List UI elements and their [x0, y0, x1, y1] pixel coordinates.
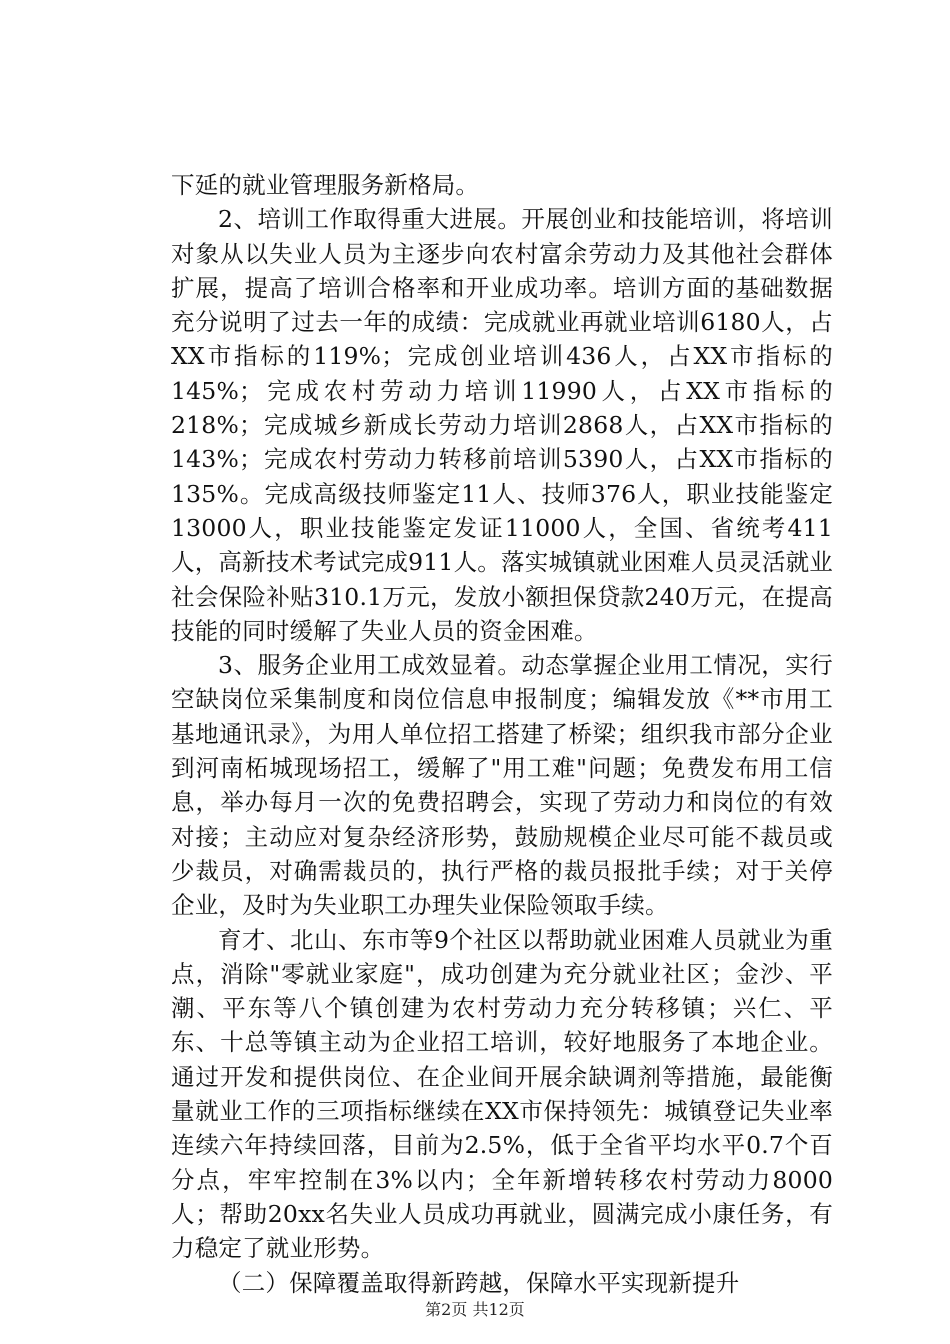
- document-body: [171, 168, 833, 1300]
- section-heading: （二）保障覆盖取得新跨越，保障水平实现新提升: [218, 1268, 740, 1297]
- paragraph-2: 2、培训工作取得重大进展。开展创业和技能培训，将培训对象从以失业人员为主逐步向农村富余劳动力及其他社会群体扩展，提高了培训合格率和开业成功率。培训方面的基础数据充分说明了过去一年的成绩：完成就业再就业培训6180人，占XX市指标的119%；完成创业培训436人，占XX市指标的145%；完成农村劳动力培训11990人，占XX市指标的218%；完成城乡新成长劳动力培训2868人，占XX市指标的143%；完成农村劳动力转移前培训5390人，占XX市指标的135%。完成高级技师鉴定11人、技师376人，职业技能鉴定13000人，职业技能鉴定发证11000人，全国、省统考411人，高新技术考试完成911人。落实城镇就业困难人员灵活就业社会保险补贴310.1万元，发放小额担保贷款240万元，在提高技能的同时缓解了失业人员的资金困难。: [171, 205, 833, 645]
- paragraph-1: 下延的就业管理服务新格局。: [171, 171, 480, 199]
- paragraph-3: 3、服务企业用工成效显着。动态掌握企业用工情况，实行空缺岗位采集制度和岗位信息申报制度；编辑发放《**市用工基地通讯录》，为用人单位招工搭建了桥梁；组织我市部分企业到河南柘城现场招工，缓解了"用工难"问题；免费发布用工信息，举办每月一次的免费招聘会，实现了劳动力和岗位的有效对接；主动应对复杂经济形势，鼓励规模企业尽可能不裁员或少裁员，对确需裁员的，执行严格的裁员报批手续；对于关停企业，及时为失业职工办理失业保险领取手续。: [171, 651, 833, 920]
- page-number-footer: 第2页 共12页: [425, 1300, 525, 1319]
- paragraph-4: 育才、北山、东市等9个社区以帮助就业困难人员就业为重点，消除"零就业家庭"，成功创建为充分就业社区；金沙、平潮、平东等八个镇创建为农村劳动力充分转移镇；兴仁、平东、十总等镇主动为企业招工培训，较好地服务了本地企业。通过开发和提供岗位、在企业间开展余缺调剂等措施，最能衡量就业工作的三项指标继续在XX市保持领先：城镇登记失业率连续六年持续回落，目前为2.5%，低于全省平均水平0.7个百分点，牢牢控制在3%以内；全年新增转移农村劳动力8000人；帮助20xx名失业人员成功再就业，圆满完成小康任务，有力稳定了就业形势。: [171, 925, 833, 1263]
